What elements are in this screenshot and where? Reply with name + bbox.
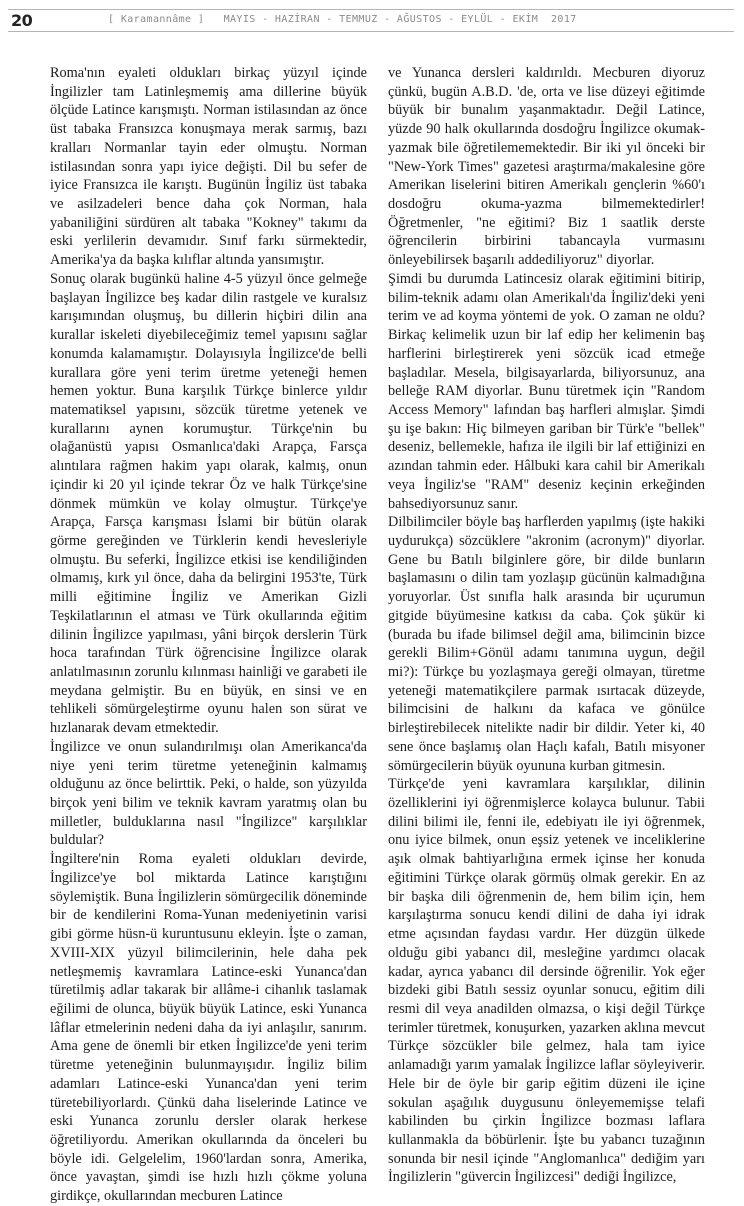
paragraph: Türkçe'de yeni kavramlara karşılıklar, dilinin özelliklerini iyi öğrenmişlerce kolayca bulunur. Tabii dilini bilimi ile, fenni ile, edebiyatı ile iyi öğrenmek, onu iyice bilmek, onun eşsiz yetenek ve inceliklerine aşık olmak bahtiyarlığına ermek içinse her konuda eğitimini Türkçe olarak görmüş olmak gerekir. En az bir başka dili öğrenmenin de, hem bilim için, hem karşılaştırma sonucu kendi dilini de daha iyi idrak etme açısından faydası vardır. Her düzgün ülkede olduğu gibi yabancı dil, mesleğine yardımcı olacak kadar, ayrıca yabancı dil dersinde öğrenilir. Yok eğer bizdeki gibi Batılı sessiz oyunlar sonucu, eğitim dili resmi dil veya anadilden olmazsa, o kişi değil Türkçe terimler türetmek, konuşurken, yazarken aklına mevcut Türkçe sözcükler bile gelmez, hala tam iyice anlamadığı yarım yamalak İngilizce laflar söyleyiverir. Hele bir de öyle bir garip eğitim düzeni ile içine sokulan aşağılık duygusunu önleyememişse telafi kabilinden bu çirkin İngilizce bozması laflara kullanmakla da böbürlenir. İşte bu yabancı tuzağının sonunda bir nesil içinde "Anglomanlıca" dediğim yarı İngilizlerin "güvercin İngilizcesi" dediği İngilizce, [388, 776, 705, 1186]
paragraph: Şimdi bu durumda Latincesiz olarak eğitimini bitirip, bilim-teknik adamı olan Amerikalı'da İngiliz'deki yeni terim ve ad koyma yöntemi de yok. O zaman ne oldu? Birkaç kelimelik uzun bir laf edip her kelimenin baş harflerini birleştirerek yeni sözcük icad etmeğe başladılar. Mesela, bilgisayarlarda, biliyorsunuz, ana belleğe RAM diyorlar. Bunu türetmek için "Random Access Memory" lafından baş harfleri almışlar. Şimdi şu işe bakın: Hiç bilmeyen gariban bir Türk'e "bellek" deseniz, bellemekle, hafıza ile ilgili bir laf ettiğinizi en azından tahmin eder. Hâlbuki kara cahil bir Amerikalı veya İngiliz'se "RAM" deseniz keçinin erkeğinden bahsediyorsunuz sanır. [388, 270, 705, 512]
article-column-right [388, 64, 705, 1187]
paragraph: Roma'nın eyaleti oldukları birkaç yüzyıl içinde İngilizler tam Latinleşmemiş ama dillerine büyük ölçüde Latince karışmıştı. Norman istilasından az önce üst tabaka Fransızca konuşmaya merak sarmış, bazı kralları Normanlar tayin eder olmuştu. Norman istilasından sonra yapı iyice değişti. Dil bu sefer de iyice Fransızca ile karıştı. Bugünün İngiliz üst tabaka ve asilzadeleri bence daha çok Norman, hala yabaniliğini sürdüren alt tabaka "Kokney" takımı da eski yerlilerin devamıdır. Sınıf farkı sürmektedir, Amerika'ya da başka kılıflar altında yansımıştır. [50, 65, 367, 269]
paragraph: ve Yunanca dersleri kaldırıldı. Mecburen diyoruz çünkü, bugün A.B.D. 'de, orta ve lise düzeyi eğitimde büyük bir bunalım yaşanmaktadır. Değil Latince, yüzde 90 halk okullarında dosdoğru İngilizce okumak-yazmak bile öğretilememektedir. Bir iki yıl önceki bir "New-York Times" gazetesi araştırma/makalesine göre Amerikan liselerini bitiren Amerikalı gençlerin %60'ı dosdoğru okuma-yazma bilmemektedirler! Öğretmenler, "ne eğitimi? Biz 1 saatlik derste öğrencilerin birbirini tabancayla vurmasını önleyebilirsek başarılı addediliyoruz" diyorlar. [388, 65, 705, 269]
running-title: [ Karamannâme ] MAYIS - HAZİRAN - TEMMUZ - AĞUSTOS - EYLÜL - EKİM 2017 [108, 14, 577, 25]
paragraph: Sonuç olarak bugünkü haline 4-5 yüzyıl önce gelmeğe başlayan İngilizce beş kadar dilin rastgele ve kuralsız karışımından oluşmuş, bu dillerin hiçbiri dilin ana kurallar iskeleti diyebileceğimiz temel yapısını sağlar konumda kalamamıştır. Dolayısıyla İngilizce'de belli kurallara göre yeni terim üretme yeteneği hemen hemen yoktur. Buna karşılık Türkçe binlerce yıldır matematiksel yapısını, sözcük türetme yetenek ve kurallarını aynen korumuştur. Türkçe'nin bu olağanüstü yapısı Osmanlıca'daki Arapça, Farsça alıntılara rağmen hakim yapı olarak, kalmış, onun içindir ki 20 yıl içinde tekrar Öz ve halk Türkçe'sine dönmek mümkün ve kolay olmuştur. Türkçe'ye Arapça, Farsça karışması İslami bir bütün olarak görme gereğinden ve Türklerin kendi hevesleriyle olmuştu. Bu seferki, İngilizce etkisi ise kendiliğinden olmamış, kırk yıl önce, daha da belirgini 1953'te, Türk milli eğitimine İngiliz ve Amerikan Gizli Teşkilatlarının el atması ve Türk okullarında eğitim dilinin İngilizce yapılması, yâni birçok derslerin Türk hoca tarafından Türk öğrencisine İngilizce olarak anlatılmasının zorunlu kılınması hainliği ve garabeti ile meydana gelmiştir. Bu en büyük, en sinsi ve en tehlikeli sömürgeleştirme oyunu halen son sürat ve hızlanarak devam etmektedir. [50, 270, 367, 737]
article-column-left [50, 64, 367, 1206]
running-header [8, 9, 734, 32]
paragraph: İngiltere'nin Roma eyaleti oldukları devirde, İngilizce'ye bol miktarda Latince karıştığını söylemiştik. Buna İngilizlerin sömürgecilik döneminde bir de kendilerini Roma-Yunan medeniyetinin varisi gibi görme hüsn-ü kuruntusunu ekleyin. İşte o zaman, XVIII-XIX yüzyıl bilimcilerinin, hele daha pek netleşmemiş kavramlara Latince-eski Yunanca'dan türetilmiş adlar takarak bir allâme-i cihanlık taslamak eğilimi de olunca, büyük büyük Latince, eski Yunanca lâflar etmelerinin nedeni daha da iyi anlaşılır, sanırım. Ama gene de önemli bir etken İngilizce'de yeni terim türetme yeteneğinin bulunmayışıdır. İngiliz bilim adamları Latince-eski Yunanca'dan yeni terim türetebiliyorlardı. Çünkü daha liselerinde Latince ve eski Yunanca zorunlu dersler olarak herkese öğretiliyordu. Amerikan okullarında da önceleri bu böyle idi. Gelgelelim, 1960'lardan sonra, Amerika, önce yavaştan, şimdi ise hızlı hızlı çökme yoluna girdikçe, okullarından mecburen Latince [50, 851, 367, 1205]
paragraph: Dilbilimciler böyle baş harflerden yapılmış (işte hakiki uydurukça) sözcüklere "akronim (acronym)" diyorlar. Gene bu Batılı bilginlere göre, bir dilde bunların başlamasını o dilin tam yozlaşıp gücünün kalmadığına yoruyorlar. Üst sınıfla halk arasında bir uçurumun gitgide büyümesine katkısı da caba. Çok şükür ki (burada bu ifade bilimsel değil ama, bilimcinin bizce gerekli Bilim+Gönül adamı tanımına uygun, değil mi?): Türkçe bu yozlaşmaya gereği olmayan, türetme yeteneği matematikçilere parmak ısırtacak düzeyde, bilimcisini de halkını da kafaca ve gönülce birleştirebilecek nitelikte nadir bir dildir. Yeter ki, 40 sene önce başlamış olan Haçlı kafalı, Batılı misyoner sömürgecilerin büyük oyununa kurban gitmesin. [388, 514, 705, 774]
paragraph: İngilizce ve onun sulandırılmışı olan Amerikanca'da niye yeni terim türetme yeteneğinin kalmamış olduğunu az önce belirttik. Peki, o halde, son yüzyılda birçok yeni bilim ve teknik kavram yaratmış olan bu milletler, bulduklarına nasıl "İngilizce" karşılıklar buldular? [50, 738, 367, 849]
page-number: 20 [11, 11, 33, 30]
